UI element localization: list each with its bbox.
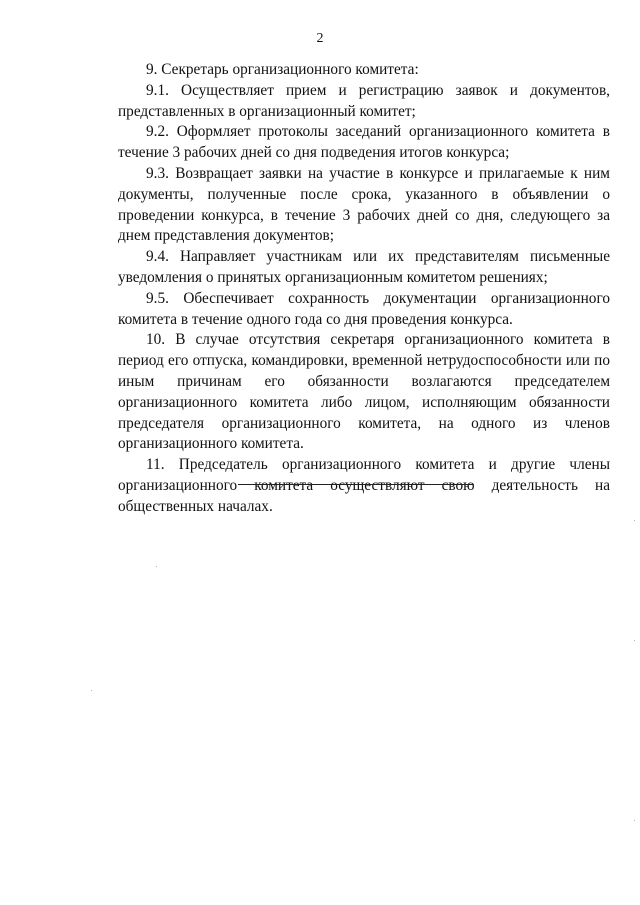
scan-speck: [634, 820, 635, 821]
paragraph-9-2: 9.2. Оформляет протоколы заседаний организационного комитета в течение 3 рабочих дней со дня подведения итогов конкурса;: [118, 123, 610, 162]
paragraph-9-4: 9.4. Направляет участникам или их представителям письменные уведомления о принятых организационным комитетом решениях;: [118, 248, 610, 286]
paragraph-9-1: 9.1. Осуществляет прием и регистрацию заявок и документов, представленных в организационный комитет;: [118, 81, 610, 120]
page-number: 2: [316, 31, 324, 46]
paragraph-11: 11. Председатель организационного комитета и другие члены организационного комитета осуществляют свою деятельность на общественных началах.: [118, 456, 610, 515]
paragraph-9-5: 9.5. Обеспечивает сохранность документации организационного комитета в течение одного года со дня проведения конкурса.: [118, 289, 610, 328]
scan-speck: [634, 640, 635, 641]
paragraph-9-3: 9.3. Возвращает заявки на участие в конкурсе и прилагаемые к ним документы, полученные после срока, указанного в объявлении о проведении конкурса, в течение 3 рабочих дней со дня, следующего за днем представления документов;: [118, 164, 610, 245]
paragraph-10: 10. В случае отсутствия секретаря организационного комитета в период его отпуска, командировки, временной нетрудоспособности или по иным причинам его обязанности возлагаются председателем организационного комитета либо лицом, исполняющим обязанности председателя организационного комитета, на одного из членов организационного комитета.: [118, 331, 610, 453]
scan-speck: [156, 566, 157, 567]
paragraph-9: 9. Секретарь организационного комитета:: [146, 61, 419, 78]
document-body: [118, 60, 610, 518]
closing-divider-line: [238, 484, 474, 485]
scan-speck: [91, 690, 92, 691]
scan-speck: [634, 520, 635, 521]
